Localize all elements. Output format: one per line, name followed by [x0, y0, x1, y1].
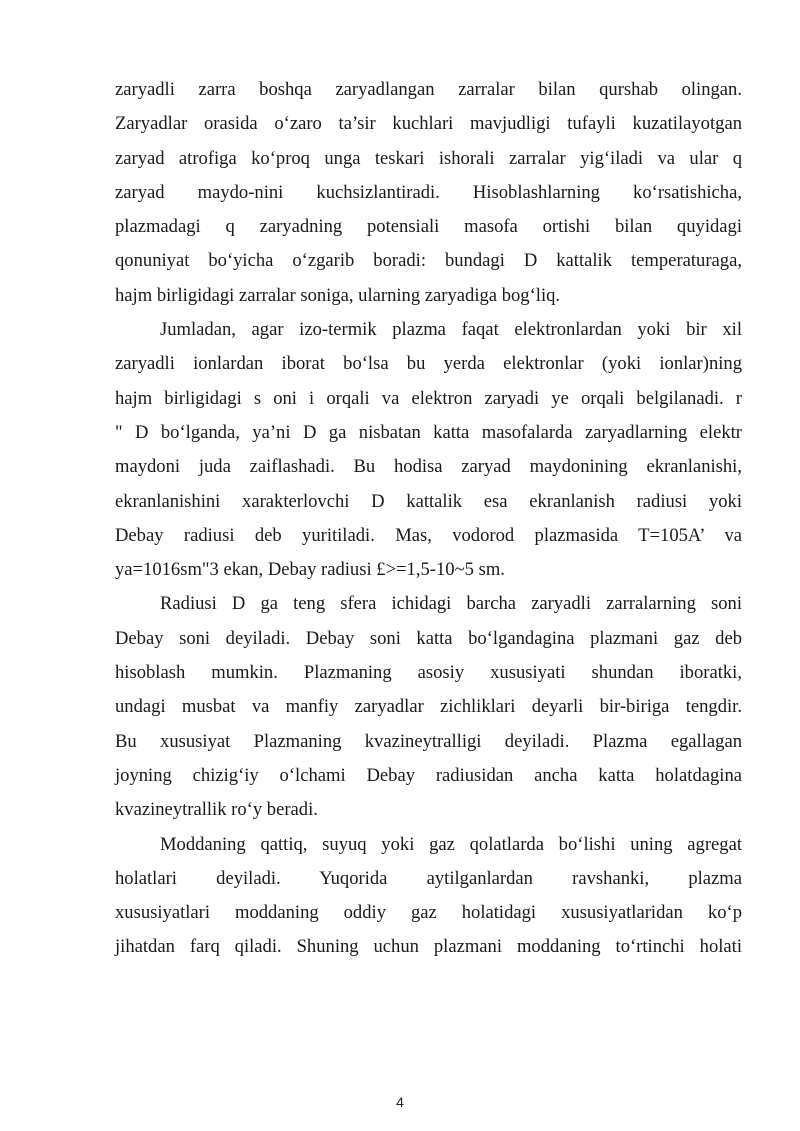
text-line: Moddaning qattiq, suyuq yoki gaz qolatlarda bo‘lishi uning agregat — [160, 833, 742, 855]
text-line: plazmadagi q zaryadning potensiali masofa ortishi bilan quyidagi — [115, 216, 742, 238]
text-line: ekranlanishini xarakterlovchi D kattalik esa ekranlanish radiusi yoki — [115, 490, 742, 512]
text-line: hajm birligidagi s oni i orqali va elektron zaryadi ye orqali belgilanadi. r — [115, 387, 742, 409]
text-line: Radiusi D ga teng sfera ichidagi barcha zaryadli zarralarning soni — [160, 593, 742, 615]
page-number: 4 — [396, 1094, 404, 1110]
paragraph-3 — [115, 587, 742, 827]
text-line: qonuniyat bo‘yicha o‘zgarib boradi: bundagi D kattalik temperaturaga, — [115, 250, 742, 272]
text-line: hisoblash mumkin. Plazmaning asosiy xususiyati shundan iboratki, — [115, 662, 742, 684]
text-line: Debay radiusi deb yuritiladi. Mas, vodorod plazmasida T=105A’ va — [115, 524, 742, 546]
text-line: hajm birligidagi zarralar soniga, ularning zaryadiga bog‘liq. — [115, 284, 561, 306]
text-line: Bu xususiyat Plazmaning kvazineytralligi deyiladi. Plazma egallagan — [115, 730, 742, 752]
text-line: ya=1016sm"3 ekan, Debay radiusi £>=1,5-10~5 sm. — [115, 559, 505, 581]
text-line: zaryadli zarra boshqa zaryadlangan zarralar bilan qurshab olingan. — [115, 79, 742, 100]
paragraph-2 — [115, 313, 742, 587]
text-line: zaryadli ionlardan iborat bo‘lsa bu yerda elektronlar (yoki ionlar)ning — [115, 353, 742, 375]
text-line: zaryad atrofiga ko‘proq unga teskari ishorali zarralar yig‘iladi va ular q — [115, 147, 742, 169]
text-line: kvazineytrallik ro‘y beradi. — [115, 799, 318, 821]
document-body — [115, 73, 742, 965]
text-line: Zaryadlar orasida o‘zaro ta’sir kuchlari mavjudligi tufayli kuzatilayotgan — [115, 113, 742, 135]
text-line: jihatdan farq qiladi. Shuning uchun plazmani moddaning to‘rtinchi holati — [115, 936, 742, 958]
text-line: undagi musbat va manfiy zaryadlar zichliklari deyarli bir-biriga tengdir. — [115, 696, 742, 718]
text-line: zaryad maydo-nini kuchsizlantiradi. Hisoblashlarning ko‘rsatishicha, — [115, 181, 742, 203]
text-line: Debay soni deyiladi. Debay soni katta bo‘lgandagina plazmani gaz deb — [115, 627, 742, 649]
text-line: " D bo‘lganda, ya’ni D ga nisbatan katta masofalarda zaryadlarning elektr — [115, 421, 742, 443]
text-line: xususiyatlari moddaning oddiy gaz holatidagi xususiyatlaridan ko‘p — [115, 902, 742, 924]
text-line: Jumladan, agar izo-termik plazma faqat elektronlardan yoki bir xil — [160, 319, 742, 341]
text-line: maydoni juda zaiflashadi. Bu hodisa zaryad maydonining ekranlanishi, — [115, 456, 742, 478]
text-line: holatlari deyiladi. Yuqorida aytilganlardan ravshanki, plazma — [115, 867, 742, 889]
paragraph-1 — [115, 73, 742, 313]
paragraph-4 — [115, 828, 742, 965]
text-line: joyning chizig‘iy o‘lchami Debay radiusidan ancha katta holatdagina — [115, 764, 742, 786]
